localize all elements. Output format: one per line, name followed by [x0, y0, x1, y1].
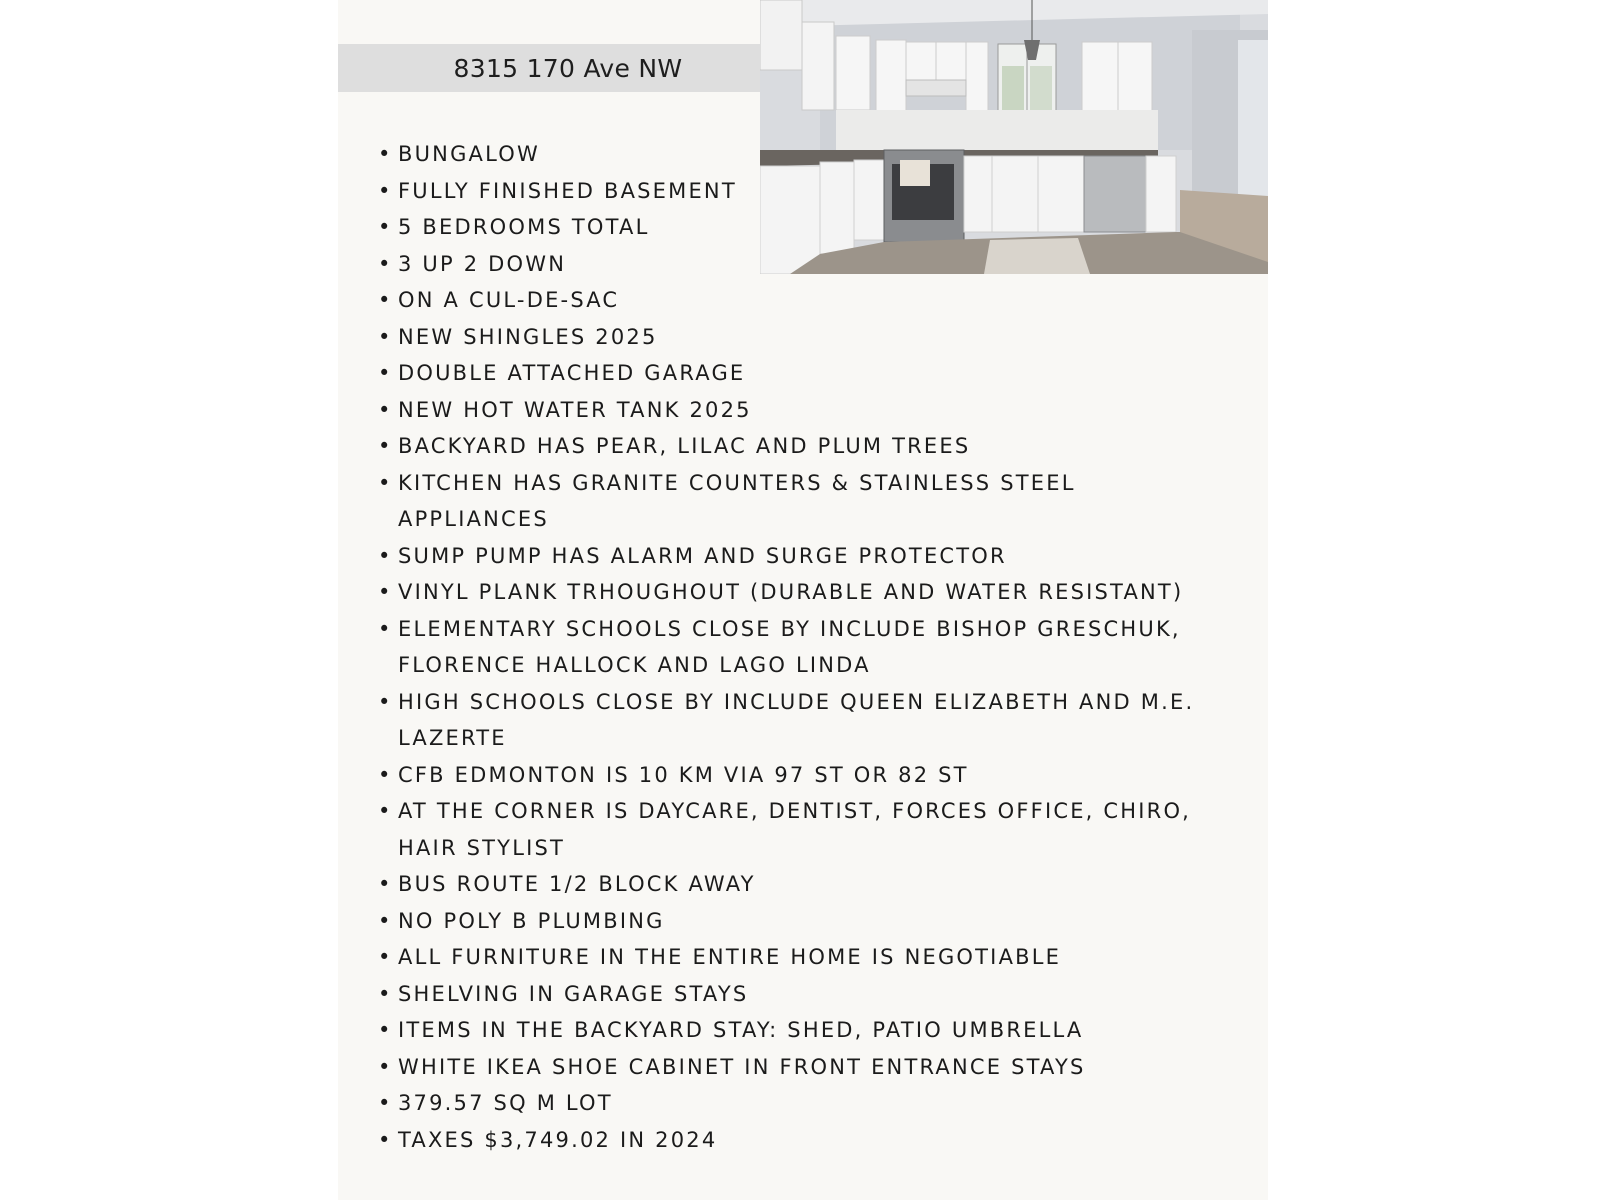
feature-text-continued: HAIR STYLIST [398, 835, 566, 860]
bullet: • [378, 1127, 393, 1152]
listing-sheet [338, 0, 1268, 1200]
list-item [378, 976, 1228, 1013]
list-item [378, 136, 1228, 173]
list-item [378, 684, 1228, 757]
feature-text: ITEMS IN THE BACKYARD STAY: SHED, PATIO UMBRELLA [398, 1018, 1084, 1042]
list-item [378, 1085, 1228, 1122]
feature-text: 5 BEDROOMS TOTAL [398, 215, 650, 239]
list-item [378, 538, 1228, 575]
list-item [378, 465, 1228, 538]
list-item [378, 611, 1228, 684]
bullet: • [378, 288, 393, 312]
feature-text: 3 UP 2 DOWN [398, 251, 567, 276]
bullet: • [378, 1054, 393, 1079]
bullet: • [378, 945, 393, 969]
list-item [378, 282, 1228, 319]
bullet: • [378, 1091, 393, 1115]
feature-text: ALL FURNITURE IN THE ENTIRE HOME IS NEGOTIABLE [398, 945, 1062, 969]
bullet: • [378, 251, 393, 276]
bullet: • [378, 215, 393, 239]
list-item [378, 1012, 1228, 1049]
list-item [378, 428, 1228, 465]
list-item [378, 866, 1228, 903]
bullet: • [378, 981, 393, 1006]
feature-text: ON A CUL-DE-SAC [398, 288, 620, 312]
list-item [378, 355, 1228, 392]
feature-text-continued: APPLIANCES [398, 507, 549, 531]
bullet: • [378, 543, 393, 568]
feature-text: TAXES $3,749.02 IN 2024 [398, 1127, 718, 1152]
feature-text: NEW SHINGLES 2025 [398, 324, 658, 349]
bullet: • [378, 434, 393, 458]
feature-text: CFB EDMONTON IS 10 KM VIA 97 ST OR 82 ST [398, 762, 969, 787]
feature-text-continued: LAZERTE [398, 726, 507, 750]
feature-text-continued: FLORENCE HALLOCK AND LAGO LINDA [398, 653, 871, 677]
bullet: • [378, 324, 393, 349]
feature-text: VINYL PLANK TRHOUGHOUT (DURABLE AND WATER RESISTANT) [398, 580, 1184, 604]
feature-text: KITCHEN HAS GRANITE COUNTERS & STAINLESS STEEL [398, 470, 1076, 495]
bullet: • [378, 616, 393, 641]
list-item [378, 1049, 1228, 1086]
bullet: • [378, 397, 393, 422]
list-item [378, 1122, 1228, 1159]
feature-text: SUMP PUMP HAS ALARM AND SURGE PROTECTOR [398, 543, 1007, 568]
feature-text: 379.57 SQ M LOT [398, 1091, 613, 1115]
feature-text: NEW HOT WATER TANK 2025 [398, 397, 752, 422]
address-title: 8315 170 Ave NW [453, 54, 683, 83]
bullet: • [378, 361, 393, 385]
bullet: • [378, 1018, 393, 1042]
list-item [378, 903, 1228, 940]
bullet: • [378, 689, 393, 714]
list-item [378, 757, 1228, 794]
address-banner [338, 44, 760, 92]
list-item [378, 793, 1228, 866]
feature-text: BACKYARD HAS PEAR, LILAC AND PLUM TREES [398, 434, 971, 458]
feature-text: BUS ROUTE 1/2 BLOCK AWAY [398, 872, 756, 896]
feature-list [378, 136, 1228, 1158]
bullet: • [378, 142, 393, 166]
list-item [378, 319, 1228, 356]
feature-text: FULLY FINISHED BASEMENT [398, 178, 737, 203]
list-item [378, 246, 1228, 283]
list-item [378, 939, 1228, 976]
bullet: • [378, 178, 393, 203]
feature-text: WHITE IKEA SHOE CABINET IN FRONT ENTRANCE STAYS [398, 1054, 1086, 1079]
bullet: • [378, 580, 393, 604]
bullet: • [378, 762, 393, 787]
list-item [378, 574, 1228, 611]
list-item [378, 392, 1228, 429]
bullet: • [378, 872, 393, 896]
feature-text: BUNGALOW [398, 142, 540, 166]
list-item [378, 209, 1228, 246]
bullet: • [378, 908, 393, 933]
feature-text: SHELVING IN GARAGE STAYS [398, 981, 749, 1006]
feature-text: NO POLY B PLUMBING [398, 908, 665, 933]
feature-text: AT THE CORNER IS DAYCARE, DENTIST, FORCES OFFICE, CHIRO, [398, 799, 1192, 823]
feature-text: ELEMENTARY SCHOOLS CLOSE BY INCLUDE BISHOP GRESCHUK, [398, 616, 1181, 641]
feature-text: HIGH SCHOOLS CLOSE BY INCLUDE QUEEN ELIZABETH AND M.E. [398, 689, 1195, 714]
list-item [378, 173, 1228, 210]
bullet: • [378, 470, 393, 495]
bullet: • [378, 799, 393, 823]
feature-text: DOUBLE ATTACHED GARAGE [398, 361, 746, 385]
